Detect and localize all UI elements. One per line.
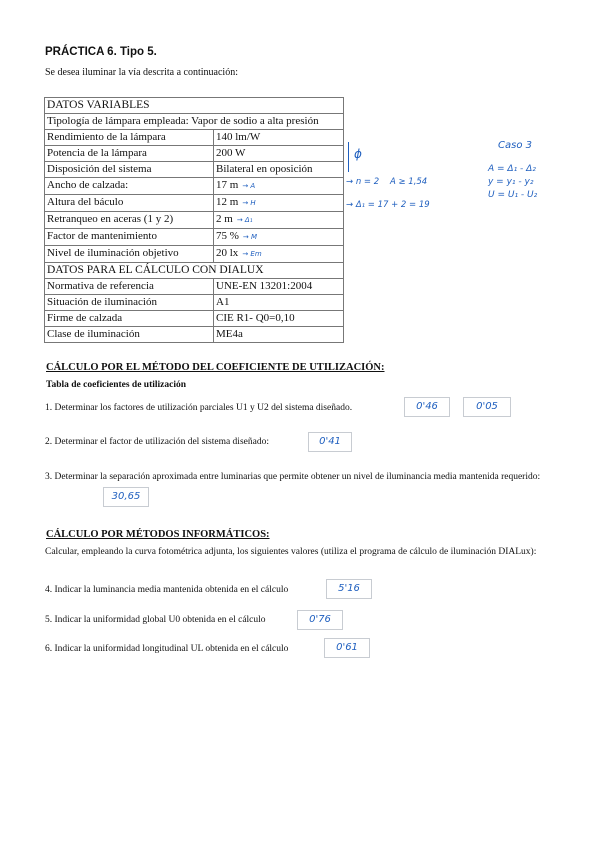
- section-coef-title: CÁLCULO POR EL MÉTODO DEL COEFICIENTE DE UTILIZACIÓN:: [46, 362, 385, 373]
- question-2: 2. Determinar el factor de utilización del sistema diseñado:: [45, 437, 269, 447]
- row-value: UNE-EN 13201:2004: [214, 279, 344, 295]
- table-row: [45, 146, 344, 162]
- page-title: PRÁCTICA 6. Tipo 5.: [45, 46, 157, 58]
- case-line3-annotation: U = U₁ - U₂: [488, 190, 538, 200]
- answer-2-field[interactable]: 0'41: [308, 432, 352, 452]
- question-6: 6. Indicar la uniformidad longitudinal UL obtenida en el cálculo: [45, 644, 289, 654]
- data-table: [44, 97, 344, 343]
- row-label: Rendimiento de la lámpara: [45, 130, 214, 146]
- answer-6-field[interactable]: 0'61: [324, 638, 370, 658]
- row-value-text: 20 lx: [216, 247, 239, 259]
- row-label: Factor de mantenimiento: [45, 229, 214, 246]
- table-header-variables: DATOS VARIABLES: [45, 98, 344, 114]
- row-note: → M: [242, 233, 258, 241]
- answer-4-field[interactable]: 5'16: [326, 579, 372, 599]
- row-value: [214, 178, 344, 195]
- answer-1a-field[interactable]: 0'46: [404, 397, 450, 417]
- delta-annotation: → Δ₁ = 17 + 2 = 19: [346, 200, 430, 210]
- row-note: → A: [242, 182, 256, 190]
- row-label: Retranqueo en aceras (1 y 2): [45, 212, 214, 229]
- row-label: Potencia de la lámpara: [45, 146, 214, 162]
- case-line2-annotation: y = y₁ - y₂: [488, 177, 534, 187]
- table-header-variables-row: [45, 98, 344, 114]
- intro-text: Se desea iluminar la vía descrita a continuación:: [45, 67, 238, 78]
- row-value-text: 2 m: [216, 213, 233, 225]
- row-value-text: 12 m: [216, 196, 239, 208]
- row-value: [214, 195, 344, 212]
- table-row: [45, 130, 344, 146]
- row-value-text: 140 lm/W: [216, 131, 261, 143]
- section-coef-subtitle: Tabla de coeficientes de utilización: [46, 380, 187, 390]
- row-value: ME4a: [214, 327, 344, 343]
- row-label: Situación de iluminación: [45, 295, 214, 311]
- case-title-annotation: Caso 3: [498, 140, 532, 151]
- section-dialux-title: CÁLCULO POR MÉTODOS INFORMÁTICOS:: [46, 529, 270, 540]
- table-row: [45, 114, 344, 130]
- row-note: → H: [242, 199, 256, 207]
- answer-5-field[interactable]: 0'76: [297, 610, 343, 630]
- row-value: A1: [214, 295, 344, 311]
- row-label: Nivel de iluminación objetivo: [45, 246, 214, 263]
- question-4: 4. Indicar la luminancia media mantenida obtenida en el cálculo: [45, 585, 289, 595]
- row-note: → Δ₁: [236, 216, 253, 224]
- row-value-text: 200 W: [216, 147, 246, 159]
- question-1: 1. Determinar los factores de utilización parciales U1 y U2 del sistema diseñado.: [45, 403, 353, 413]
- row-value-text: Bilateral en oposición: [216, 163, 313, 175]
- table-row: [45, 327, 344, 343]
- question-5: 5. Indicar la uniformidad global U0 obtenida en el cálculo: [45, 615, 266, 625]
- row-label: Altura del báculo: [45, 195, 214, 212]
- row-value-text: 75 %: [216, 230, 239, 242]
- row-note: → Em: [242, 250, 262, 258]
- row-value: CIE R1- Q0=0,10: [214, 311, 344, 327]
- answer-1b-field[interactable]: 0'05: [463, 397, 511, 417]
- case-line1-annotation: A = Δ₁ - Δ₂: [488, 164, 536, 174]
- table-row: [45, 162, 344, 178]
- answer-3-field[interactable]: 30,65: [103, 487, 149, 507]
- row-label: Firme de calzada: [45, 311, 214, 327]
- row-label: Normativa de referencia: [45, 279, 214, 295]
- question-3: 3. Determinar la separación aproximada entre luminarias que permite obtener un nivel de iluminancia media mantenida requerido:: [45, 472, 541, 482]
- row-label: Ancho de calzada:: [45, 178, 214, 195]
- table-row: [45, 279, 344, 295]
- table-row: [45, 229, 344, 246]
- table-row: [45, 311, 344, 327]
- table-row: [45, 178, 344, 195]
- row-label: Disposición del sistema: [45, 162, 214, 178]
- row-value: [214, 246, 344, 263]
- table-header-dialux-row: [45, 263, 344, 279]
- table-row: [45, 246, 344, 263]
- section-dialux-intro: Calcular, empleando la curva fotométrica adjunta, los siguientes valores (utiliza el programa de cálculo de iluminación DIALux):: [45, 547, 537, 557]
- row-value: [214, 229, 344, 246]
- n-annotation: → n = 2 A ≥ 1,54: [346, 177, 428, 187]
- table-row: [45, 295, 344, 311]
- table-row: [45, 212, 344, 229]
- row-value: [214, 146, 344, 162]
- phi-annotation: ϕ: [354, 147, 362, 161]
- row-value: [214, 130, 344, 146]
- table-row: [45, 195, 344, 212]
- table-header-dialux: DATOS PARA EL CÁLCULO CON DIALUX: [45, 263, 344, 279]
- row-value: [214, 212, 344, 229]
- row-label: Tipología de lámpara empleada: Vapor de sodio a alta presión: [45, 114, 344, 130]
- row-value: [214, 162, 344, 178]
- row-label: Clase de iluminación: [45, 327, 214, 343]
- row-value-text: 17 m: [216, 179, 239, 191]
